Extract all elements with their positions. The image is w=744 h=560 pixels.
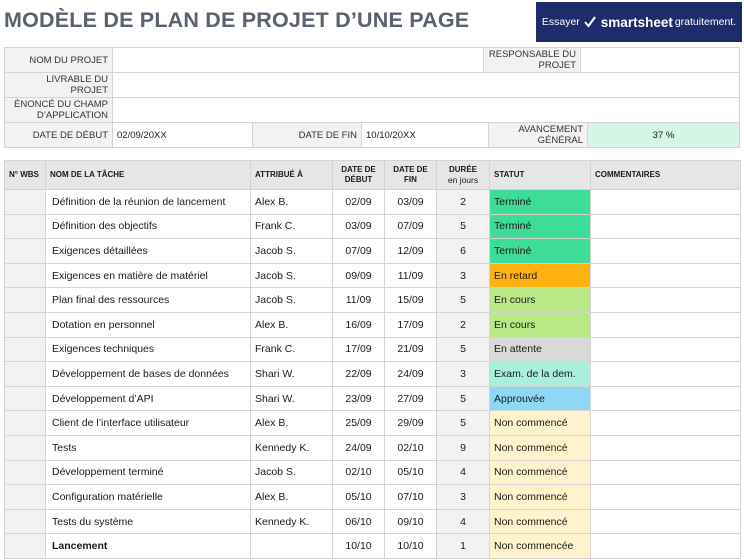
- info-row-project-name: [4, 47, 740, 73]
- assigned-cell[interactable]: Alex B.: [251, 312, 333, 337]
- end-date-label: DATE DE FIN: [253, 123, 362, 147]
- duration-cell[interactable]: 9: [437, 435, 490, 460]
- comments-cell[interactable]: [591, 386, 741, 411]
- checkmark-icon: [584, 16, 596, 28]
- end-date-cell[interactable]: 27/09: [385, 386, 437, 411]
- status-cell[interactable]: Non commencé: [490, 460, 591, 485]
- start-date-label: DATE DE DÉBUT: [4, 123, 113, 147]
- info-row-dates: [4, 123, 740, 148]
- task-name-cell[interactable]: Client de l’interface utilisateur: [46, 411, 251, 436]
- info-row-scope: [4, 98, 740, 123]
- comments-cell[interactable]: [591, 239, 741, 264]
- assigned-cell[interactable]: Jacob S.: [251, 263, 333, 288]
- task-name-cell[interactable]: Exigences détaillées: [46, 239, 251, 264]
- manager-label: RESPONSABLE DU PROJET: [484, 48, 581, 72]
- start-date-cell[interactable]: 24/09: [333, 435, 385, 460]
- status-cell[interactable]: Approuvée: [490, 386, 591, 411]
- end-date-cell[interactable]: 07/09: [385, 214, 437, 239]
- manager-field[interactable]: [581, 48, 740, 72]
- table-row[interactable]: [5, 509, 741, 534]
- table-row[interactable]: [5, 435, 741, 460]
- duration-cell[interactable]: 3: [437, 485, 490, 510]
- status-cell[interactable]: Non commencée: [490, 534, 591, 559]
- col-end-date: DATE DE FIN: [385, 161, 437, 190]
- comments-cell[interactable]: [591, 435, 741, 460]
- table-row[interactable]: [5, 534, 741, 559]
- assigned-cell[interactable]: Frank C.: [251, 214, 333, 239]
- wbs-cell[interactable]: [5, 386, 46, 411]
- assigned-cell[interactable]: Alex B.: [251, 485, 333, 510]
- task-name-cell[interactable]: Définition des objectifs: [46, 214, 251, 239]
- progress-label: AVANCEMENT GÉNÉRAL: [489, 123, 588, 147]
- status-cell[interactable]: Exam. de la dem.: [490, 362, 591, 387]
- table-row[interactable]: [5, 263, 741, 288]
- wbs-cell[interactable]: [5, 312, 46, 337]
- status-cell[interactable]: En cours: [490, 312, 591, 337]
- col-task-name: NOM DE LA TÂCHE: [46, 161, 251, 190]
- table-row[interactable]: [5, 312, 741, 337]
- task-name-cell[interactable]: Définition de la réunion de lancement: [46, 190, 251, 215]
- scope-label: ÉNONCÉ DU CHAMP D’APPLICATION: [4, 98, 113, 122]
- start-date-cell[interactable]: 02/10: [333, 460, 385, 485]
- assigned-cell[interactable]: Jacob S.: [251, 288, 333, 313]
- col-comments: COMMENTAIRES: [591, 161, 741, 190]
- comments-cell[interactable]: [591, 214, 741, 239]
- status-cell[interactable]: En attente: [490, 337, 591, 362]
- scope-field[interactable]: [113, 98, 740, 122]
- table-row[interactable]: [5, 411, 741, 436]
- status-cell[interactable]: En cours: [490, 288, 591, 313]
- wbs-cell[interactable]: [5, 485, 46, 510]
- wbs-cell[interactable]: [5, 362, 46, 387]
- status-cell[interactable]: Non commencé: [490, 509, 591, 534]
- start-date-cell[interactable]: 06/10: [333, 509, 385, 534]
- end-date-cell[interactable]: 29/09: [385, 411, 437, 436]
- deliverable-field[interactable]: [113, 73, 740, 97]
- comments-cell[interactable]: [591, 263, 741, 288]
- task-name-cell[interactable]: Développement de bases de données: [46, 362, 251, 387]
- task-name-cell[interactable]: Développement d’API: [46, 386, 251, 411]
- start-date-cell[interactable]: 05/10: [333, 485, 385, 510]
- duration-cell[interactable]: 3: [437, 362, 490, 387]
- col-duration: [437, 161, 490, 190]
- duration-cell[interactable]: 5: [437, 214, 490, 239]
- assigned-cell[interactable]: Jacob S.: [251, 239, 333, 264]
- task-table: [4, 160, 741, 559]
- banner-suffix: gratuitement.: [674, 16, 737, 28]
- status-cell[interactable]: Non commencé: [490, 435, 591, 460]
- table-row[interactable]: [5, 239, 741, 264]
- task-name-cell[interactable]: Développement terminé: [46, 460, 251, 485]
- comments-cell[interactable]: [591, 509, 741, 534]
- wbs-cell[interactable]: [5, 337, 46, 362]
- end-date-cell[interactable]: 24/09: [385, 362, 437, 387]
- table-row[interactable]: [5, 190, 741, 215]
- table-row[interactable]: [5, 288, 741, 313]
- table-row[interactable]: [5, 460, 741, 485]
- project-info-table: [4, 47, 740, 148]
- task-name-cell[interactable]: Lancement: [46, 534, 251, 559]
- status-cell[interactable]: Non commencé: [490, 485, 591, 510]
- comments-cell[interactable]: [591, 288, 741, 313]
- col-start-date: DATE DE DÉBUT: [333, 161, 385, 190]
- start-date-cell[interactable]: 02/09: [333, 190, 385, 215]
- duration-cell[interactable]: 5: [437, 337, 490, 362]
- start-date-cell[interactable]: 10/10: [333, 534, 385, 559]
- table-row[interactable]: [5, 214, 741, 239]
- start-date-cell[interactable]: 23/09: [333, 386, 385, 411]
- wbs-cell[interactable]: [5, 534, 46, 559]
- comments-cell[interactable]: [591, 534, 741, 559]
- task-table-header: [5, 161, 741, 190]
- duration-cell[interactable]: 3: [437, 263, 490, 288]
- wbs-cell[interactable]: [5, 239, 46, 264]
- duration-cell[interactable]: 5: [437, 411, 490, 436]
- assigned-cell[interactable]: Shari W.: [251, 386, 333, 411]
- assigned-cell[interactable]: [251, 534, 333, 559]
- wbs-cell[interactable]: [5, 263, 46, 288]
- table-row[interactable]: [5, 386, 741, 411]
- duration-cell[interactable]: 4: [437, 460, 490, 485]
- start-date-cell[interactable]: 22/09: [333, 362, 385, 387]
- task-name-cell[interactable]: Configuration matérielle: [46, 485, 251, 510]
- comments-cell[interactable]: [591, 411, 741, 436]
- page-title: MODÈLE DE PLAN DE PROJET D’UNE PAGE: [4, 8, 470, 32]
- wbs-cell[interactable]: [5, 435, 46, 460]
- end-date-cell[interactable]: 21/09: [385, 337, 437, 362]
- duration-cell[interactable]: 2: [437, 312, 490, 337]
- comments-cell[interactable]: [591, 362, 741, 387]
- task-name-cell[interactable]: Tests: [46, 435, 251, 460]
- wbs-cell[interactable]: [5, 460, 46, 485]
- duration-cell[interactable]: 4: [437, 509, 490, 534]
- assigned-cell[interactable]: Alex B.: [251, 411, 333, 436]
- duration-cell[interactable]: 2: [437, 190, 490, 215]
- col-wbs: N° WBS: [5, 161, 46, 190]
- project-name-field[interactable]: [113, 48, 484, 72]
- start-date-cell[interactable]: 09/09: [333, 263, 385, 288]
- col-duration-unit: en jours: [447, 175, 479, 185]
- start-date-cell[interactable]: 03/09: [333, 214, 385, 239]
- assigned-cell[interactable]: Kennedy K.: [251, 509, 333, 534]
- start-date-cell[interactable]: 07/09: [333, 239, 385, 264]
- end-date-field[interactable]: 10/10/20XX: [362, 123, 489, 147]
- wbs-cell[interactable]: [5, 509, 46, 534]
- col-assigned: ATTRIBUÉ À: [251, 161, 333, 190]
- end-date-cell[interactable]: 07/10: [385, 485, 437, 510]
- assigned-cell[interactable]: Kennedy K.: [251, 435, 333, 460]
- info-row-deliverable: [4, 73, 740, 98]
- end-date-cell[interactable]: 10/10: [385, 534, 437, 559]
- start-date-cell[interactable]: 16/09: [333, 312, 385, 337]
- comments-cell[interactable]: [591, 485, 741, 510]
- status-cell[interactable]: En retard: [490, 263, 591, 288]
- col-status: STATUT: [490, 161, 591, 190]
- end-date-cell[interactable]: 15/09: [385, 288, 437, 313]
- task-name-cell[interactable]: Tests du système: [46, 509, 251, 534]
- status-cell[interactable]: Non commencé: [490, 411, 591, 436]
- wbs-cell[interactable]: [5, 411, 46, 436]
- end-date-cell[interactable]: 11/09: [385, 263, 437, 288]
- start-date-cell[interactable]: 11/09: [333, 288, 385, 313]
- task-name-cell[interactable]: Dotation en personnel: [46, 312, 251, 337]
- status-cell[interactable]: Terminé: [490, 190, 591, 215]
- end-date-cell[interactable]: 03/09: [385, 190, 437, 215]
- task-name-cell[interactable]: Exigences en matière de matériel: [46, 263, 251, 288]
- project-name-label: NOM DU PROJET: [4, 48, 113, 72]
- banner-prefix: Essayer: [541, 16, 580, 28]
- assigned-cell[interactable]: Shari W.: [251, 362, 333, 387]
- assigned-cell[interactable]: Frank C.: [251, 337, 333, 362]
- status-cell[interactable]: Terminé: [490, 239, 591, 264]
- task-name-cell[interactable]: Exigences techniques: [46, 337, 251, 362]
- smartsheet-banner[interactable]: [536, 2, 742, 42]
- start-date-field[interactable]: 02/09/20XX: [113, 123, 253, 147]
- duration-cell[interactable]: 1: [437, 534, 490, 559]
- duration-cell[interactable]: 5: [437, 288, 490, 313]
- task-table-body: [5, 190, 741, 559]
- comments-cell[interactable]: [591, 337, 741, 362]
- end-date-cell[interactable]: 02/10: [385, 435, 437, 460]
- wbs-cell[interactable]: [5, 214, 46, 239]
- table-row[interactable]: [5, 362, 741, 387]
- wbs-cell[interactable]: [5, 288, 46, 313]
- duration-cell[interactable]: 5: [437, 386, 490, 411]
- end-date-cell[interactable]: 12/09: [385, 239, 437, 264]
- end-date-cell[interactable]: 17/09: [385, 312, 437, 337]
- col-duration-label: DURÉE: [448, 165, 477, 174]
- start-date-cell[interactable]: 25/09: [333, 411, 385, 436]
- assigned-cell[interactable]: Jacob S.: [251, 460, 333, 485]
- status-cell[interactable]: Terminé: [490, 214, 591, 239]
- wbs-cell[interactable]: [5, 190, 46, 215]
- banner-brand: smartsheet: [600, 14, 673, 30]
- start-date-cell[interactable]: 17/09: [333, 337, 385, 362]
- duration-cell[interactable]: 6: [437, 239, 490, 264]
- table-row[interactable]: [5, 337, 741, 362]
- end-date-cell[interactable]: 09/10: [385, 509, 437, 534]
- task-name-cell[interactable]: Plan final des ressources: [46, 288, 251, 313]
- comments-cell[interactable]: [591, 312, 741, 337]
- comments-cell[interactable]: [591, 190, 741, 215]
- deliverable-label: LIVRABLE DU PROJET: [4, 73, 113, 97]
- table-row[interactable]: [5, 485, 741, 510]
- assigned-cell[interactable]: Alex B.: [251, 190, 333, 215]
- end-date-cell[interactable]: 05/10: [385, 460, 437, 485]
- comments-cell[interactable]: [591, 460, 741, 485]
- progress-value[interactable]: 37 %: [588, 123, 740, 147]
